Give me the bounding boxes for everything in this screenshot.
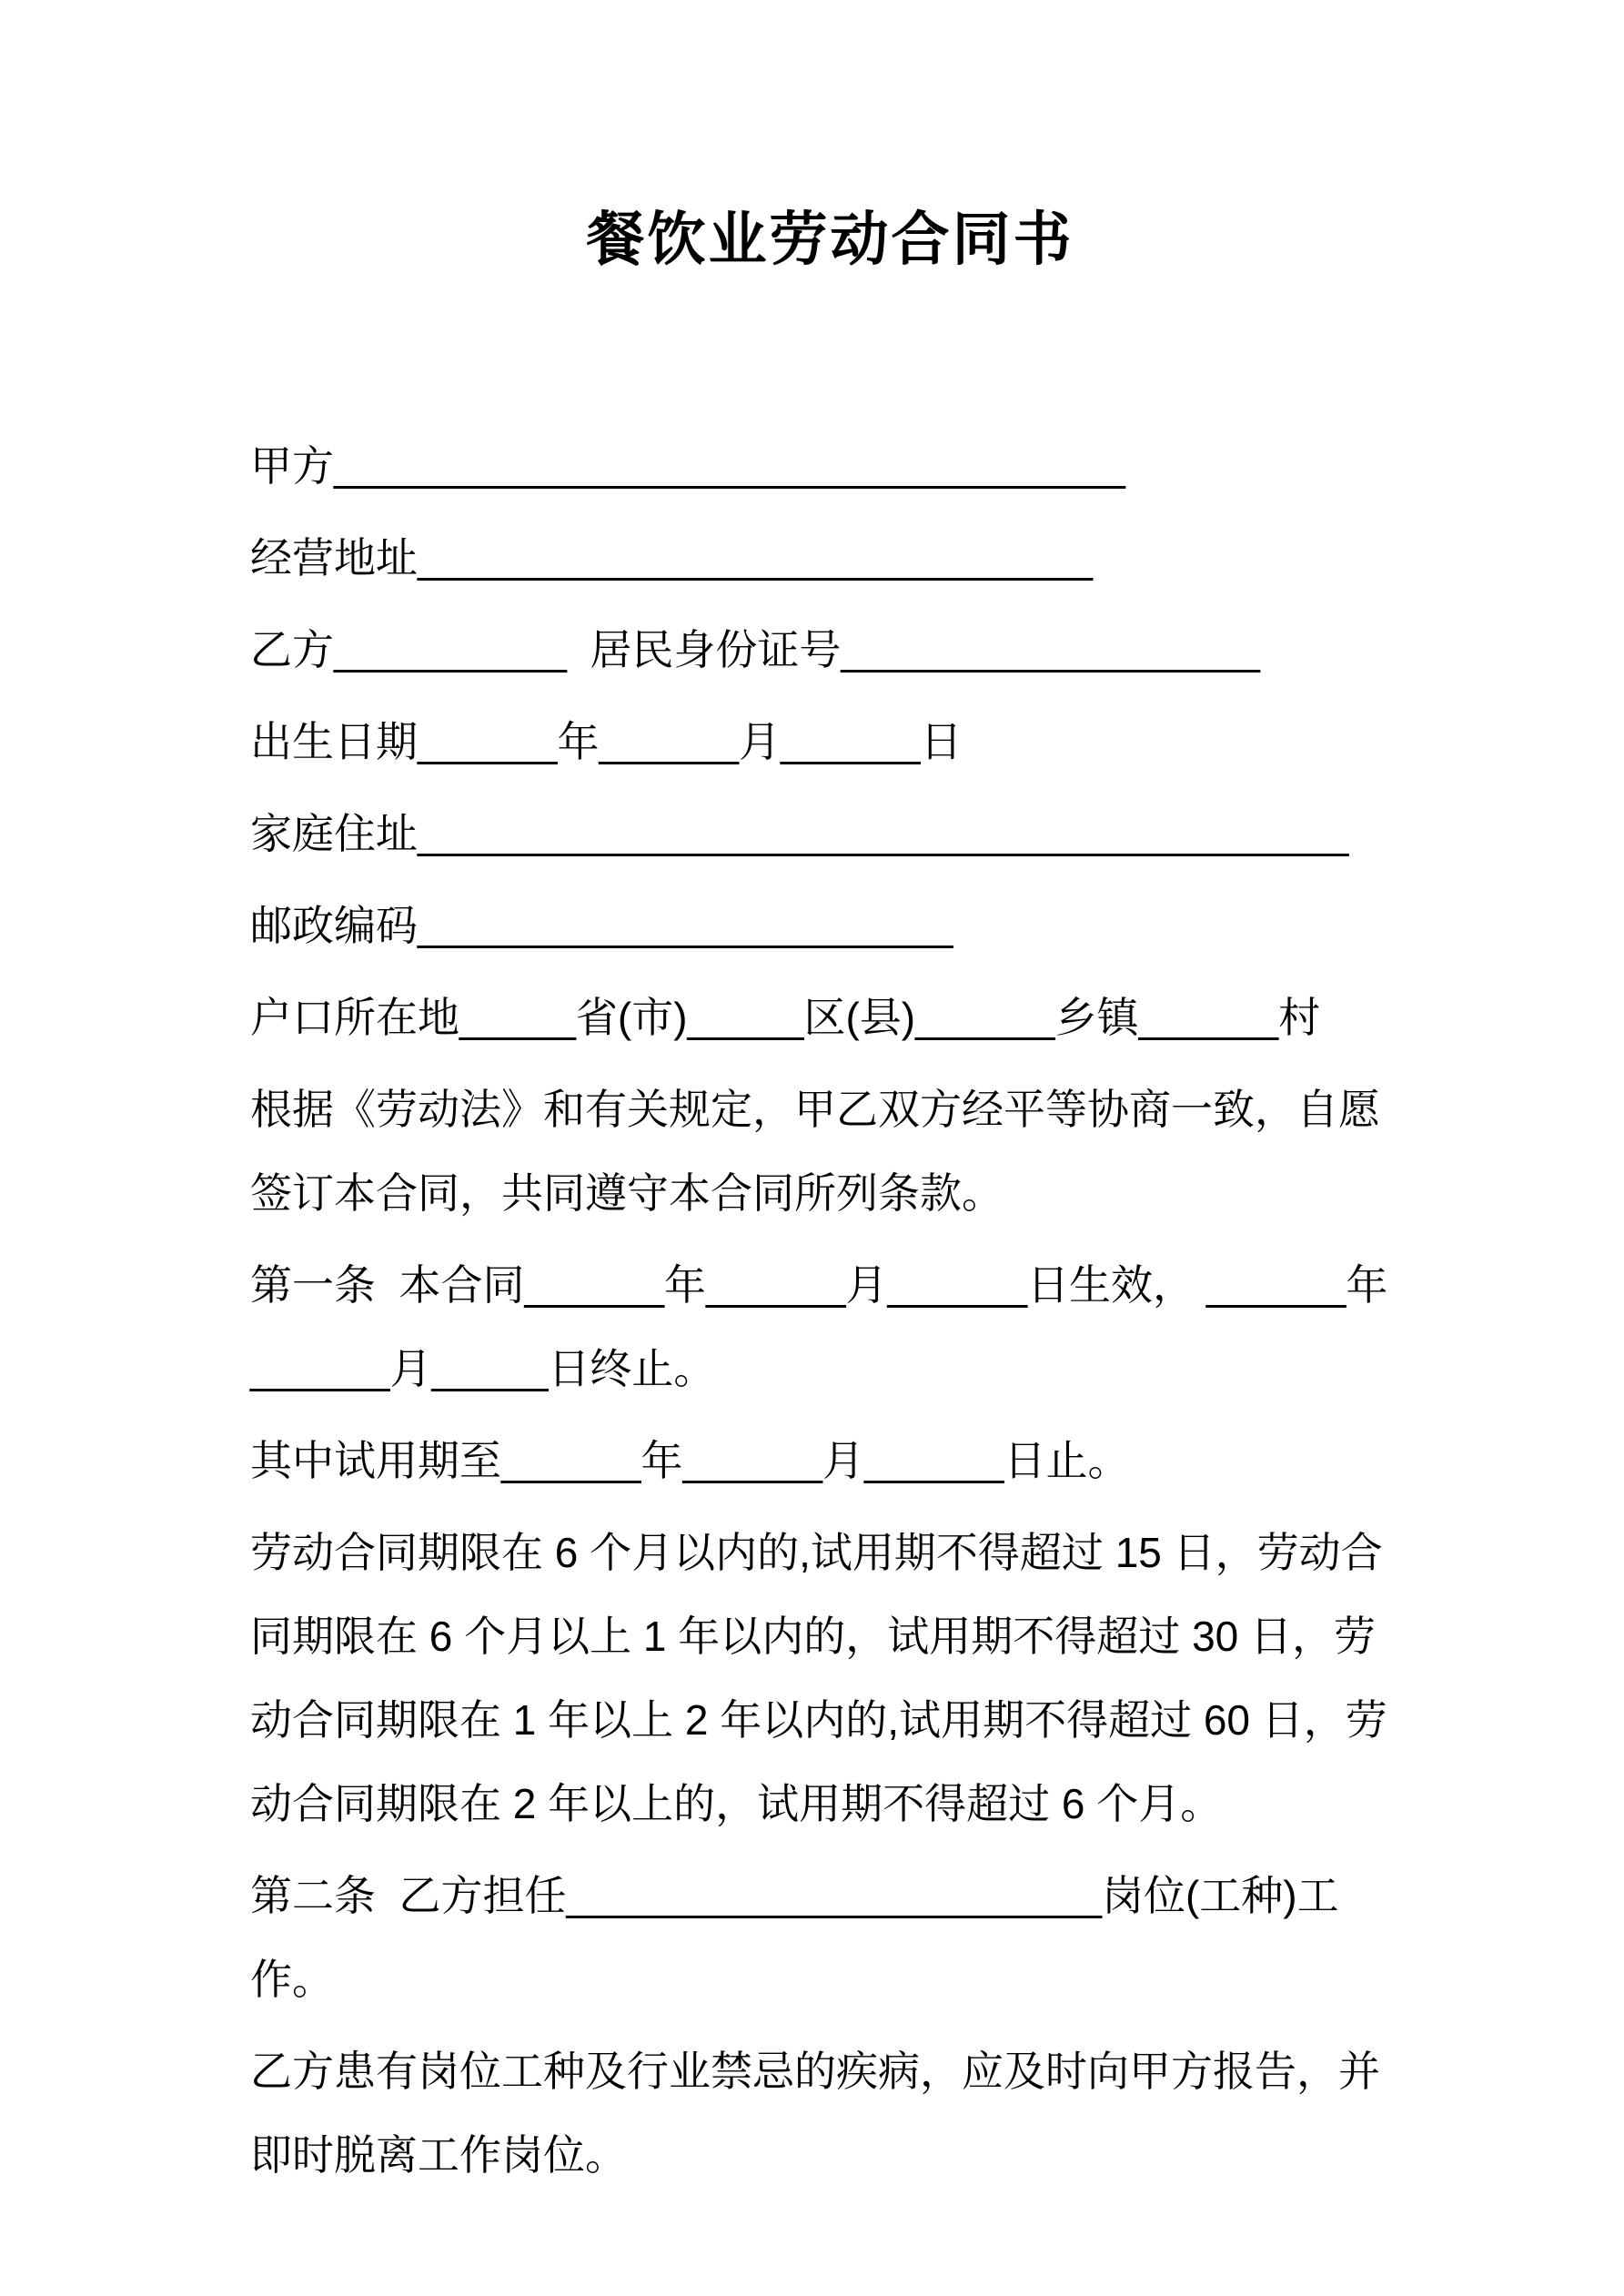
document-title: 餐饮业劳动合同书 [586, 207, 1074, 272]
party-a-line: 甲方__________________________________ [250, 442, 1125, 491]
article-1-paragraph: 第一条 本合同______年______月______日生效， ______年______月_____日终止。 [250, 1261, 1388, 1393]
household-registration-line: 户口所在地_____省(市)_____区(县)______乡镇______村 [250, 994, 1321, 1042]
document-body [250, 424, 1410, 2197]
article-2-paragraph: 第二条 乙方担任_______________________岗位(工种)工作。 [250, 1872, 1339, 2004]
business-address-line: 经营地址_____________________________ [250, 534, 1093, 582]
trial-period-line: 其中试用期至______年______月______日止。 [250, 1437, 1130, 1485]
birth-date-line: 出生日期______年______月______日 [250, 718, 963, 766]
party-b-id-line: 乙方__________ 居民身份证号__________________ [250, 626, 1260, 674]
preamble-paragraph: 根据《劳动法》和有关规定，甲乙双方经平等协商一致，自愿签订本合同，共同遵守本合同所列条款。 [250, 1086, 1380, 1218]
article-2-note-paragraph: 乙方患有岗位工种及行业禁忌的疾病，应及时向甲方报告，并即时脱离工作岗位。 [250, 2048, 1380, 2180]
trial-period-rules-paragraph: 劳动合同期限在 6 个月以内的,试用期不得超过 15 日，劳动合同期限在 6 个月以上 1 年以内的，试用期不得超过 30 日，劳动合同期限在 1 年以上 2 年以内的,试用期不得超过 60 日，劳动合同期限在 2 年以上的，试用期不得超过 6 个月。 [250, 1529, 1387, 1828]
postal-code-line: 邮政编码_______________________ [250, 902, 953, 950]
home-address-line: 家庭住址________________________________________ [250, 810, 1349, 858]
